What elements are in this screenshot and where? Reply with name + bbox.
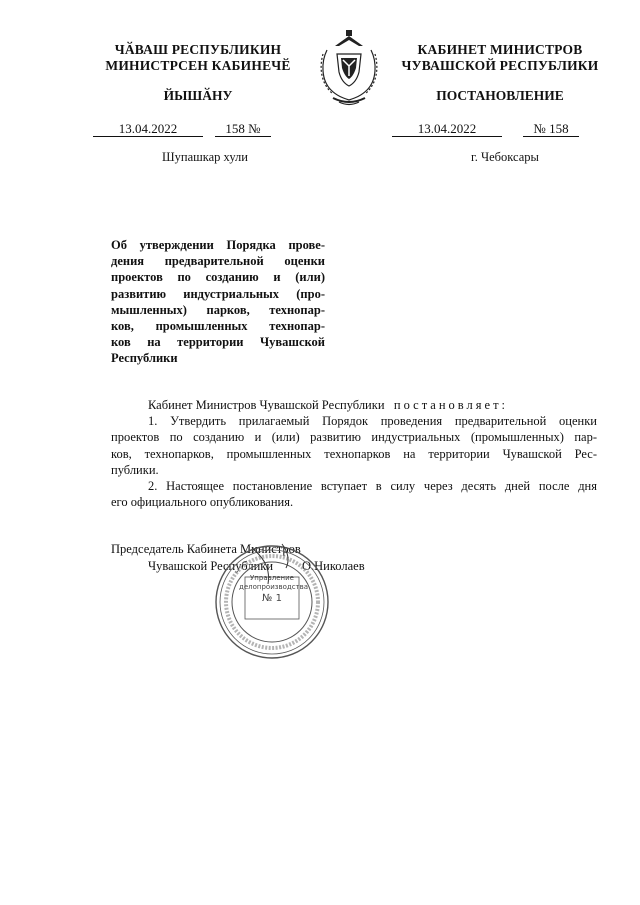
item-1-line: ков, технопарков, промышленных технопарков на территории Чувашской Рес- [111, 446, 597, 461]
title-line: Об утверждении Порядка прове- [111, 238, 325, 252]
official-stamp [212, 542, 332, 662]
preamble-verb: постановляет: [393, 398, 509, 412]
header-left-line1: ЧӐВАШ РЕСПУБЛИКИН [114, 42, 282, 57]
signature-name: О.Николаев [302, 559, 365, 573]
document-title [111, 237, 325, 367]
item-1-line: проектов по созданию и (или) развитию индустриальных (промышленных) пар- [111, 430, 597, 445]
title-line: ков на территории Чувашской [111, 335, 325, 350]
signature-position-line1: Председатель Кабинета Министров [111, 542, 301, 556]
title-line: ков, промышленных технопар- [111, 319, 325, 334]
title-line: дения предварительной оценки [111, 254, 325, 269]
item-2-line: 2. Настоящее постановление вступает в силу через десять дней после дня [148, 479, 597, 494]
coat-of-arms-emblem [313, 28, 385, 108]
date-left: 13.04.2022 [93, 121, 203, 137]
document-body [111, 397, 597, 510]
signature-position-line2: Чувашской Республики [148, 559, 274, 573]
stamp-line1: Управление [250, 574, 294, 582]
city-left: Шупашкар хули [162, 150, 248, 164]
number-right: № 158 [523, 121, 579, 137]
date-right: 13.04.2022 [392, 121, 502, 137]
number-left: 158 № [215, 121, 271, 137]
header-right-line2: ЧУВАШСКОЙ РЕСПУБЛИКИ [401, 58, 599, 73]
title-line: мышленных) парков, технопар- [111, 302, 325, 317]
item-2 [111, 478, 597, 510]
doc-type-right: ПОСТАНОВЛЕНИЕ [436, 88, 564, 103]
header-left-org [88, 42, 308, 74]
item-2-line: его официального опубликования. [111, 495, 294, 510]
header-left-line2: МИНИСТРСЕН КАБИНЕЧӖ [105, 58, 291, 73]
emblem-icon [313, 28, 385, 108]
item-1-line: публики. [111, 462, 159, 477]
city-right: г. Чебоксары [471, 150, 539, 164]
title-line: развитию индустриальных (про- [111, 286, 325, 301]
doc-type-left: ЙЫШӐНУ [163, 88, 233, 103]
stamp-number: № 1 [262, 593, 282, 604]
item-1-line: 1. Утвердить прилагаемый Порядок проведения предварительной оценки [148, 414, 597, 429]
title-line: проектов по созданию и (или) [111, 270, 325, 285]
item-1 [111, 413, 597, 478]
title-line: Республики [111, 351, 178, 366]
header-right-org [384, 42, 616, 74]
stamp-text [239, 574, 309, 605]
preamble [111, 397, 597, 413]
header-right-line1: КАБИНЕТ МИНИСТРОВ [417, 42, 583, 57]
stamp-line2: делопроизводства [239, 583, 309, 591]
preamble-subject: Кабинет Министров Чувашской Республики [148, 398, 385, 412]
